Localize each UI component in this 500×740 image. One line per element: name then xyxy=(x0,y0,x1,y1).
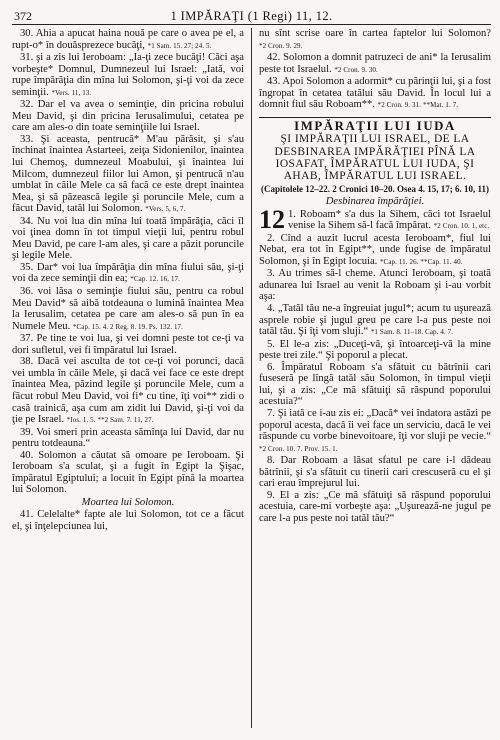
verse xyxy=(259,76,491,112)
verse-reference: *Cap. 11. 26. **Cap. 11. 40. xyxy=(379,257,463,266)
verse xyxy=(12,356,244,426)
verse-reference: *Ios. 1. 5. **2 Sam. 7. 11, 27. xyxy=(66,416,154,425)
verse xyxy=(259,490,491,525)
verse xyxy=(259,408,491,455)
chapter-11-end xyxy=(259,28,491,112)
right-column xyxy=(251,28,491,728)
verse xyxy=(259,303,491,339)
verse-text: 6. Împăratul Roboam s'a sfătuit cu bătrînii cari fuseseră pe lîngă tatăl său Solomon, în timpul vieţii lui, şi a zis: „Ce mă sfătuiţi să răspund poporului acestuia?“ xyxy=(259,361,491,408)
verse-text: 38. Dacă vei asculta de tot ce-ţi voi porunci, dacă vei umbla în căile Mele, şi dacă vei face ce este drept înaintea Mea, păzind legile şi poruncile Mele, cum a făcut robul Meu David, voi fi* cu tine, îţi voi** zidi o casă trainică, aşa cum am zidit lui David, şi-ţi voi da ţie pe Israel. xyxy=(12,356,244,426)
verse-reference: *2 Cron. 9. 30. xyxy=(334,65,378,74)
page-header xyxy=(12,8,491,25)
verse xyxy=(12,509,244,532)
verse xyxy=(259,455,491,490)
verse xyxy=(259,52,491,76)
text-columns xyxy=(12,28,491,728)
section-cross-references: (Capitolele 12–22. 2 Cronici 10–20. Osea 4. 15, 17; 6. 10, 11) xyxy=(260,183,490,194)
section-subheading: ŞI IMPĂRAŢII LUI ISRAEL, DE LA DESBINAREA IMPĂRĂŢIEI PÎNĂ LA IOSAFAT, ÎMPĂRATUL LUI IUDA, ŞI AHAB, ÎMPĂRATUL LUI ISRAEL. xyxy=(274,133,476,183)
verse-text: 35. Dar* voi lua împărăţia din mîna fiului său, şi-ţi voi da zece seminţii din ea; xyxy=(12,261,244,285)
verse xyxy=(12,99,244,134)
verse-reference: *2 Cron. 9. 31. **Mat. 1. 7. xyxy=(377,101,459,110)
verse-text: 42. Solomon a domnit patruzeci de ani* la Ierusalim peste tot Israelul. xyxy=(259,52,491,75)
verse-reference: *1 Sam. 8. 11–18. Cap. 4. 7. xyxy=(370,328,454,337)
verse-reference: *1 Sam. 15. 27; 24. 5. xyxy=(147,41,212,50)
verse-text: 34. Nu voi lua din mîna lui toată împărăţia, căci îl voi ţinea domn în tot timpul vieţii lui, pentru robul Meu David, pe care l-am ales, şi care a păzit poruncile şi legile Mele. xyxy=(12,215,244,262)
verse-text: 43. Apoi Solomon a adormit* cu părinţii lui, şi a fost îngropat în cetatea tatălui său David. În locul lui a domnit fiul său Roboam**. xyxy=(259,76,491,111)
verse xyxy=(12,262,244,286)
verse-text: 36. voi lăsa o seminţie fiului său, pentru ca robul Meu David* să aibă totdeauna o lumină înaintea Mea la Ierusalim, cetatea pe care am ales-o să pun în ea Numele Meu. xyxy=(12,286,244,332)
verse-text: 32. Dar el va avea o seminţie, din pricina robului Meu David, şi din pricina Ierusalimului, cetatea pe care am ales-o din toate seminţiile lui Israel. xyxy=(12,99,244,134)
verse-reference: *2 Cron. 10. 7. Prov. 15. 1. xyxy=(259,444,338,453)
verse-text: 3. Au trimes să-l cheme. Atunci Ieroboam, şi toată adunarea lui Israel au venit la Roboam şi i-au vorbit aşa: xyxy=(259,268,491,303)
pericope-title: Desbinarea împărăţiei. xyxy=(325,196,425,208)
verse-reference: *Vers. 5, 6, 7. xyxy=(145,205,186,214)
verse-text: 31. şi a zis lui Ieroboam: „Ia-ţi zece bucăţi! Căci aşa vorbeşte* Domnul, Dumnezeul lui Israel: „Iată, voi rupe împărăţia din mîna lui Solomon, şi-ţi voi da zece seminţii. xyxy=(12,52,244,98)
verse xyxy=(12,134,244,216)
verse xyxy=(259,362,491,408)
verse xyxy=(259,233,491,269)
verse xyxy=(12,286,244,333)
section-heading: IMPĂRAŢII LUI IUDA xyxy=(259,117,491,133)
verse xyxy=(12,450,244,496)
verse-text: 40. Solomon a căutat să omoare pe Ieroboam. Şi Ieroboam s'a sculat, şi a fugit în Egipt la Şişac, împăratul Egiptului; a locuit în Egipt pînă la moartea lui Solomon. xyxy=(12,449,244,496)
verse-reference: *2 Cron. 10. 1, etc. xyxy=(433,222,490,231)
verse-reference: *Cap. 12. 16, 17. xyxy=(130,275,180,284)
verse-text: 4. „Tatăl tău ne-a îngreuiat jugul*; acum tu uşurează asprele robie şi jugul greu pe care l-a pus peste noi tatăl tău. Şi îţi vom sluji.“ xyxy=(259,303,491,338)
verse xyxy=(259,28,491,52)
verse-text: 30. Ahia a apucat haina nouă pe care o avea pe el, a rupt-o* în douăsprezece bucăţi, xyxy=(12,28,244,51)
verse-text: 7. Şi iată ce i-au zis ei: „Dacă* vei îndatora astăzi pe poporul acesta, dacă îi vei face un serviciu, dacă le vei răspunde cu vorbe binevoitoare, îţi vor sluji pe vecie.“ xyxy=(259,407,491,443)
verse-text: 8. Dar Roboam a lăsat sfatul pe care i-l dădeau bătrînii, şi s'a sfătuit cu tinerii cari crescuseră cu el şi cari erau împrejurul lui. xyxy=(259,455,491,490)
verse xyxy=(12,427,244,450)
running-title: 1 IMPĂRAŢI (1 Regi) 11, 12. xyxy=(170,9,333,23)
verse xyxy=(12,333,244,356)
verse xyxy=(12,216,244,262)
verse-reference: *Vers. 11, 13. xyxy=(51,88,92,97)
verse-text: nu sînt scrise oare în cartea faptelor lui Solomon? xyxy=(259,28,491,39)
verse xyxy=(12,52,244,99)
verse xyxy=(259,339,491,362)
chapter-number: 12 xyxy=(259,204,285,234)
verse-text: 39. Voi smeri prin aceasta sămînţa lui David, dar nu pentru totdeauna.“ xyxy=(12,426,244,450)
verse-text: 41. Celelalte* fapte ale lui Solomon, tot ce a făcut el, şi înţelepciunea lui, xyxy=(12,509,244,532)
chapter-12-verses xyxy=(259,233,491,525)
left-column xyxy=(12,28,251,728)
verse-text: 2. Cînd a auzit lucrul acesta Ieroboam*, fiul lui Nebat, era tot în Egipt**, unde fugise de împăratul Solomon, şi în Egipt locuia. xyxy=(259,232,491,267)
chapter-12-opening xyxy=(259,204,491,234)
verse-reference: *Cap. 15. 4. 2 Reg. 8. 19. Ps. 132. 17. xyxy=(72,322,183,331)
verse-text: 33. Şi aceasta, pentrucă* M'au părăsit, şi s'au închinat înaintea Astarteei, zeiţa Sidonienilor, înaintea lui Chemoş, dumnezeul Moabului, şi înaintea lui Milcom, dumnezeul fiilor lui Amon, şi pentrucă n'au umblat în căile Mele ca să facă ce este drept înaintea Mea, şi să păzească legile şi poruncile Mele, cum a făcut David, tatăl lui Solomon. xyxy=(12,133,244,215)
verse-text: 1. Roboam* s'a dus la Sihem, căci tot Israelul venise la Sihem să-l facă împărat. xyxy=(288,208,491,232)
verse-text: 9. El a zis: „Ce mă sfătuiţi să răspund poporului acestuia, care-mi vorbeşte aşa: „Uşurează-ne jugul pe care l-a pus peste noi tatăl tău?“ xyxy=(259,489,491,524)
verse-reference: *2 Cron. 9. 29. xyxy=(259,41,303,50)
verse xyxy=(12,28,244,52)
verse-text: 5. El le-a zis: „Duceţi-vă, şi întoarceţi-vă la mine peste trei zile.“ Şi poporul a plecat. xyxy=(259,338,491,362)
verse xyxy=(259,268,491,303)
page-number: 372 xyxy=(14,9,32,23)
verse-text: 37. Pe tine te voi lua, şi vei domni peste tot ce-ţi va dori sufletul, vei fi împăratul lui Israel. xyxy=(12,333,244,356)
pericope-title: Moartea lui Solomon. xyxy=(81,496,175,508)
